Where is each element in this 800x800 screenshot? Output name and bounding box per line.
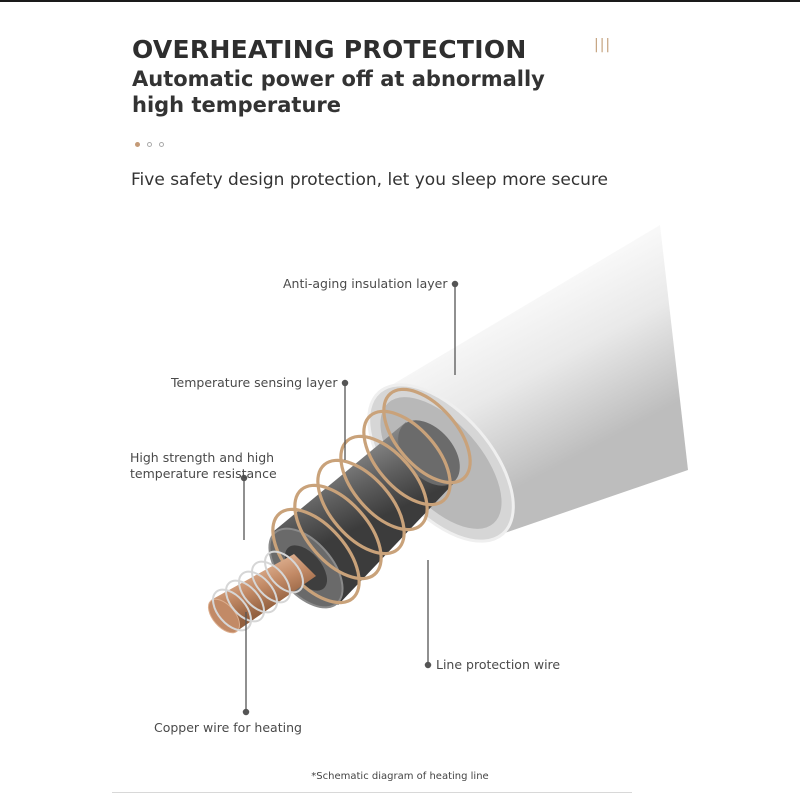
label-insulation-layer: Anti-aging insulation layer — [283, 276, 448, 291]
subheadline: Automatic power off at abnormally high temperature — [132, 67, 545, 118]
footnote: *Schematic diagram of heating line — [311, 771, 489, 782]
label-sensing-layer: Temperature sensing layer — [171, 375, 338, 390]
tagline: Five safety design protection, let you sleep more secure — [131, 170, 609, 190]
label-protection-wire: Line protection wire — [436, 657, 561, 672]
bottom-divider — [112, 792, 632, 793]
label-copper-wire: Copper wire for heating — [154, 720, 302, 735]
brand-mark: ||| — [594, 37, 612, 53]
headline: OVERHEATING PROTECTION — [132, 35, 527, 64]
label-resistance-layer: High strength and high temperature resistance — [130, 450, 277, 482]
